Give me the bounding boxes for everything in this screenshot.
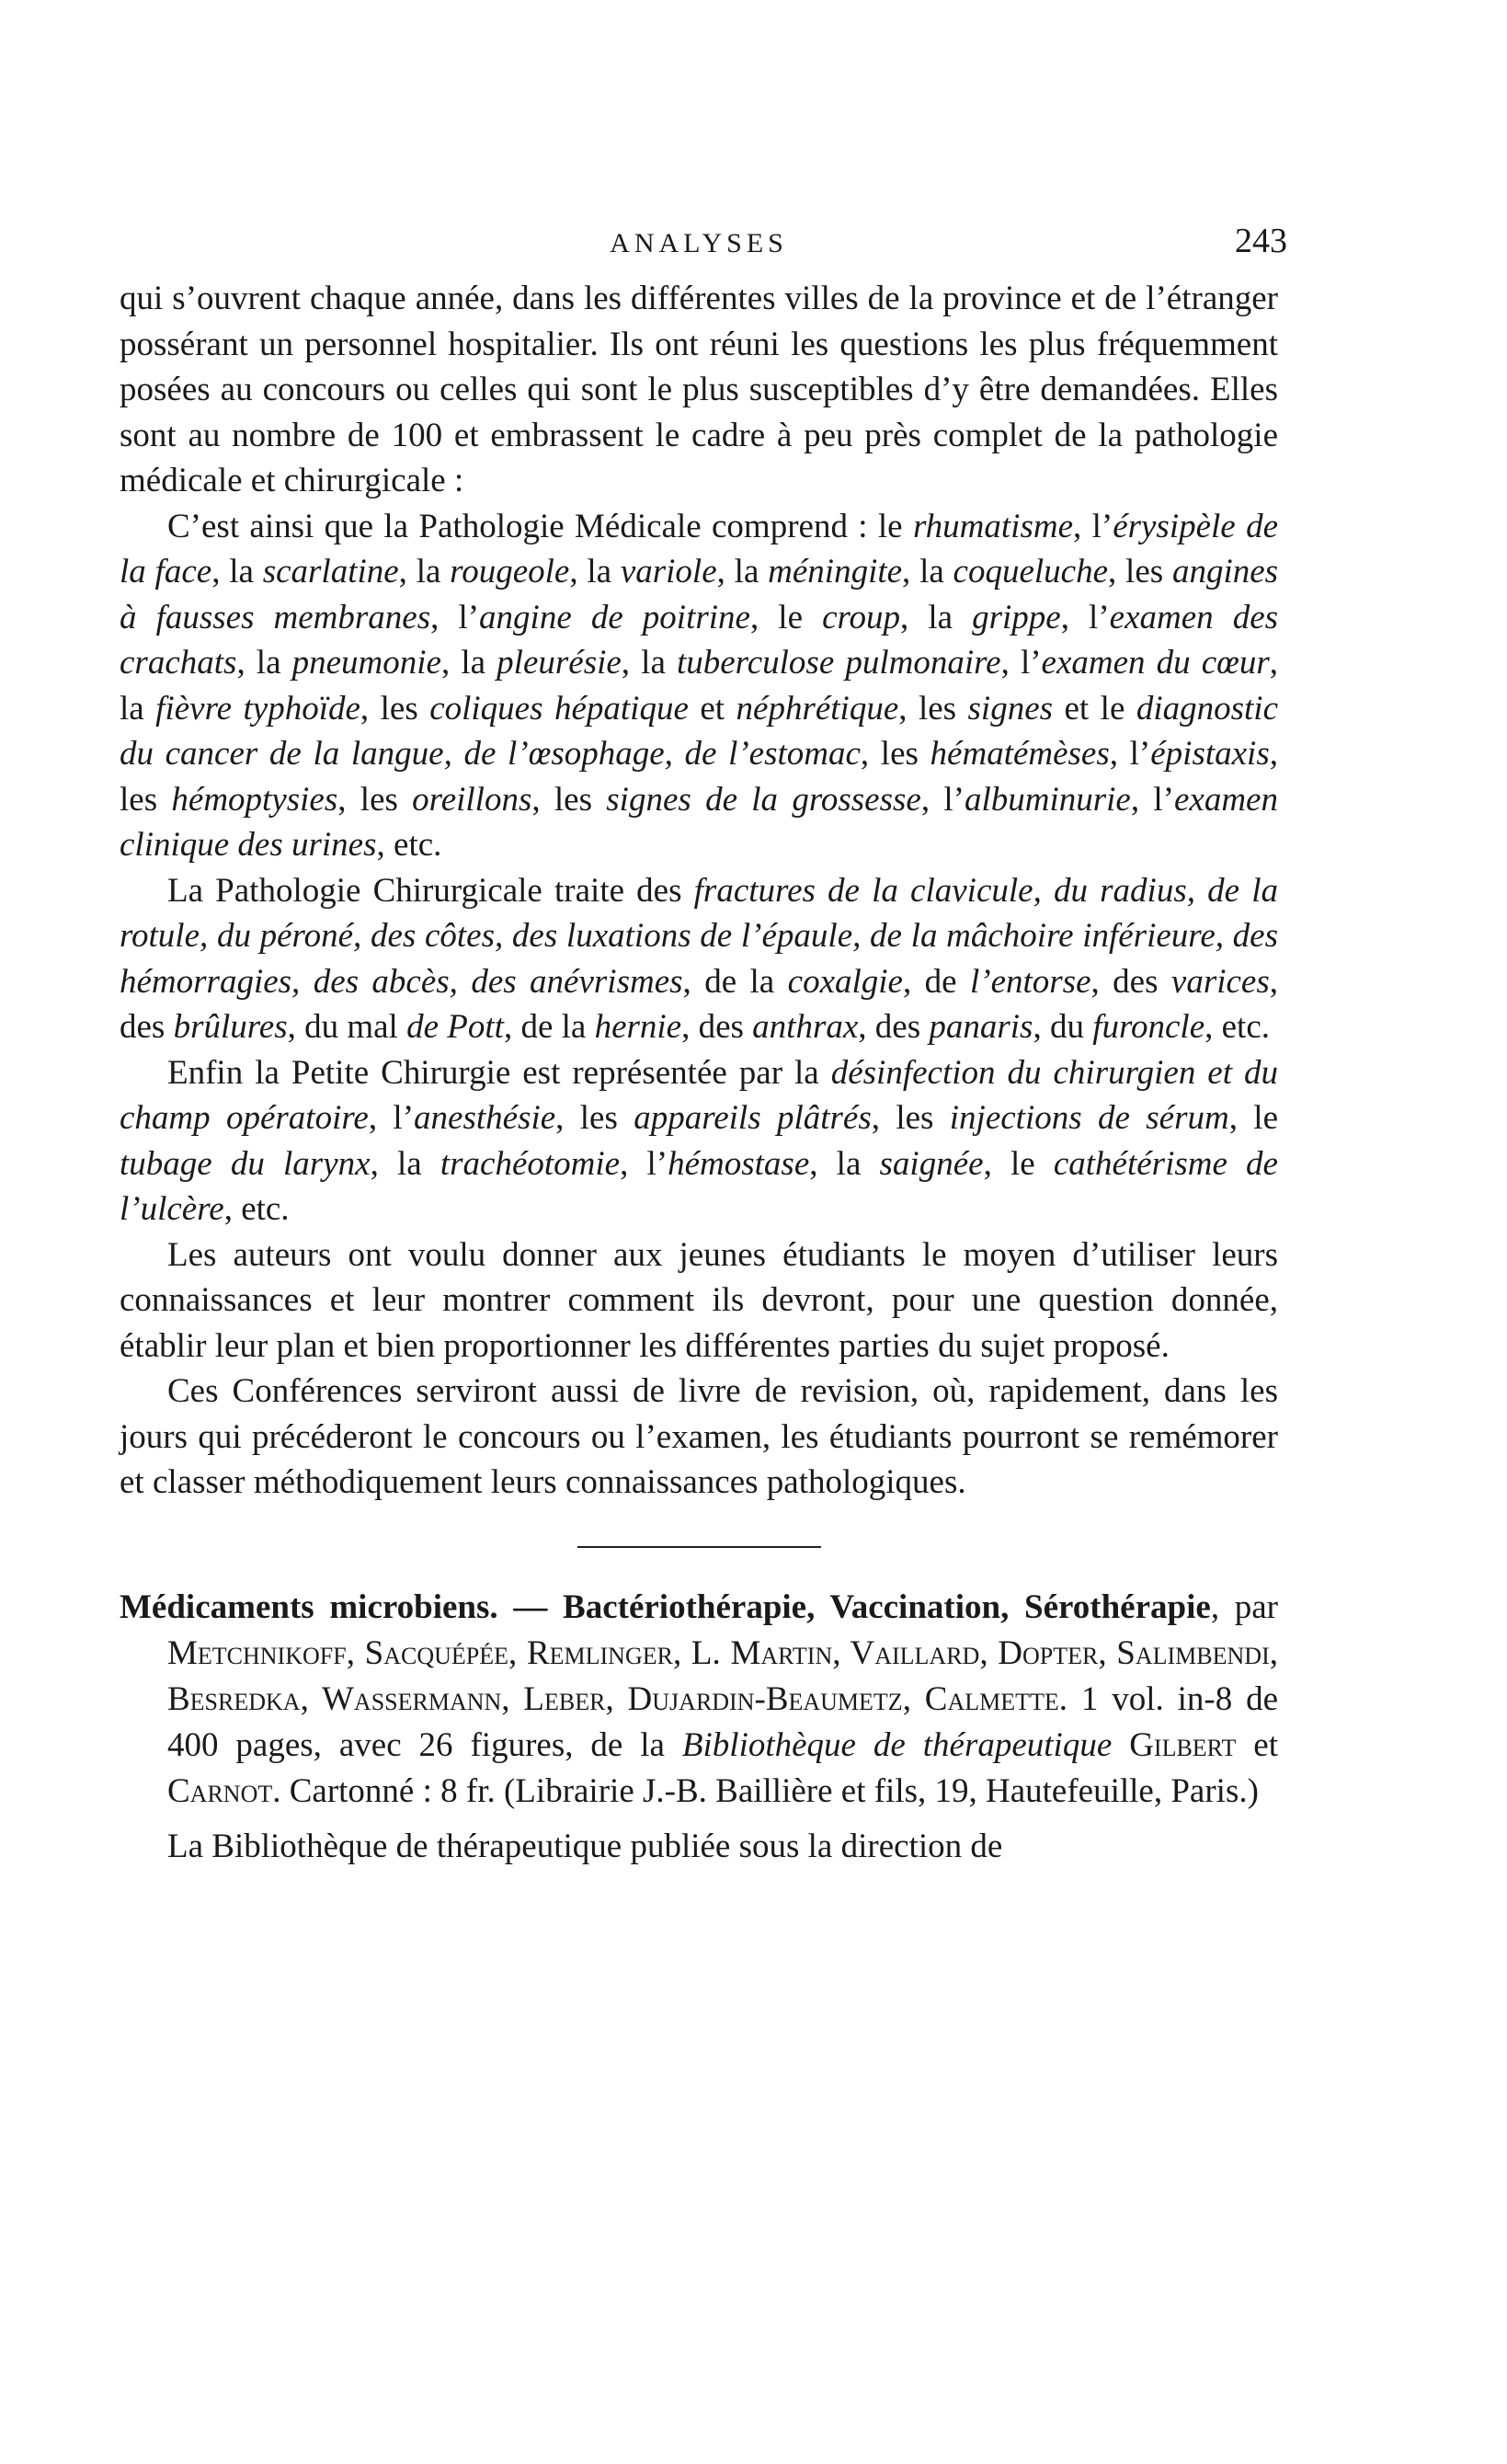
paragraph: Les auteurs ont voulu donner aux jeunes étudiants le moyen d’utiliser leurs connaissances et leur montrer comment ils devront, pour une question donnée, établir leur plan et bien proportionner les différentes parties du sujet proposé.: [120, 1235, 1278, 1365]
paragraph: qui s’ouvrent chaque année, dans les différentes villes de la province et de l’étranger possérant un personnel hospitalier. Ils ont réuni les questions les plus fréquemment posées au concours ou celles qui sont le plus susceptibles d’y être demandées. Elles sont au nombre de 100 et embrassent le cadre à peu près complet de la pathologie médicale et chirurgicale :: [120, 280, 1278, 499]
page-number: 243: [1235, 222, 1287, 260]
running-head: [120, 221, 1287, 276]
review-heading: Médicaments microbiens. — Bactériothérapie, Vaccination, Sérothérapie, par Metchnikoff, Sacquépée, Remlinger, L. Martin, Vaillard, Dopter, Salimbendi, Besredka, Wassermann, Leber, Dujardin-Beaumetz, Calmette. 1 vol. in-8 de 400 pages, avec 26 figures, de la Bibliothèque de thérapeutique Gilbert et Carnot. Cartonné : 8 fr. (Librairie J.-B. Baillière et fils, 19, Hautefeuille, Paris.): [120, 1587, 1278, 1810]
paragraph: La Pathologie Chirurgicale traite des fractures de la clavicule, du radius, de la rotule, du péroné, des côtes, des luxations de l’épaule, de la mâchoire inférieure, des hémorragies, des abcès, des anévrismes, de la coxalgie, de l’entorse, des varices, des brûlures, du mal de Pott, de la hernie, des anthrax, des panaris, du furoncle, etc.: [120, 871, 1278, 1046]
running-head-title: ANALYSES: [610, 228, 788, 258]
paragraph: Ces Conférences serviront aussi de livre de revision, où, rapidement, dans les jours qui précéderont le concours ou l’examen, les étudiants pourront se remémorer et classer méthodiquement leurs connaissances pathologiques.: [120, 1372, 1278, 1501]
page: [120, 221, 1287, 1869]
section-divider: [577, 1546, 821, 1548]
paragraph: C’est ainsi que la Pathologie Médicale comprend : le rhumatisme, l’érysipèle de la face, la scarlatine, la rougeole, la variole, la méningite, la coqueluche, les angines à fausses membranes, l’angine de poitrine, le croup, la grippe, l’examen des crachats, la pneumonie, la pleurésie, la tuberculose pulmonaire, l’examen du cœur, la fièvre typhoïde, les coliques hépatique et néphrétique, les signes et le diagnostic du cancer de la langue, de l’œsophage, de l’estomac, les hématémèses, l’épistaxis, les hémoptysies, les oreillons, les signes de la grossesse, l’albuminurie, l’examen clinique des urines, etc.: [120, 507, 1279, 864]
paragraph: Enfin la Petite Chirurgie est représentée par la désinfection du chirurgien et du champ opératoire, l’anesthésie, les appareils plâtrés, les injections de sérum, le tubage du larynx, la trachéotomie, l’hémostase, la saignée, le cathétérisme de l’ulcère, etc.: [120, 1053, 1278, 1228]
body-text: [120, 276, 1278, 1506]
review-paragraph: La Bibliothèque de thérapeutique publiée sous la direction de: [167, 1827, 1003, 1865]
